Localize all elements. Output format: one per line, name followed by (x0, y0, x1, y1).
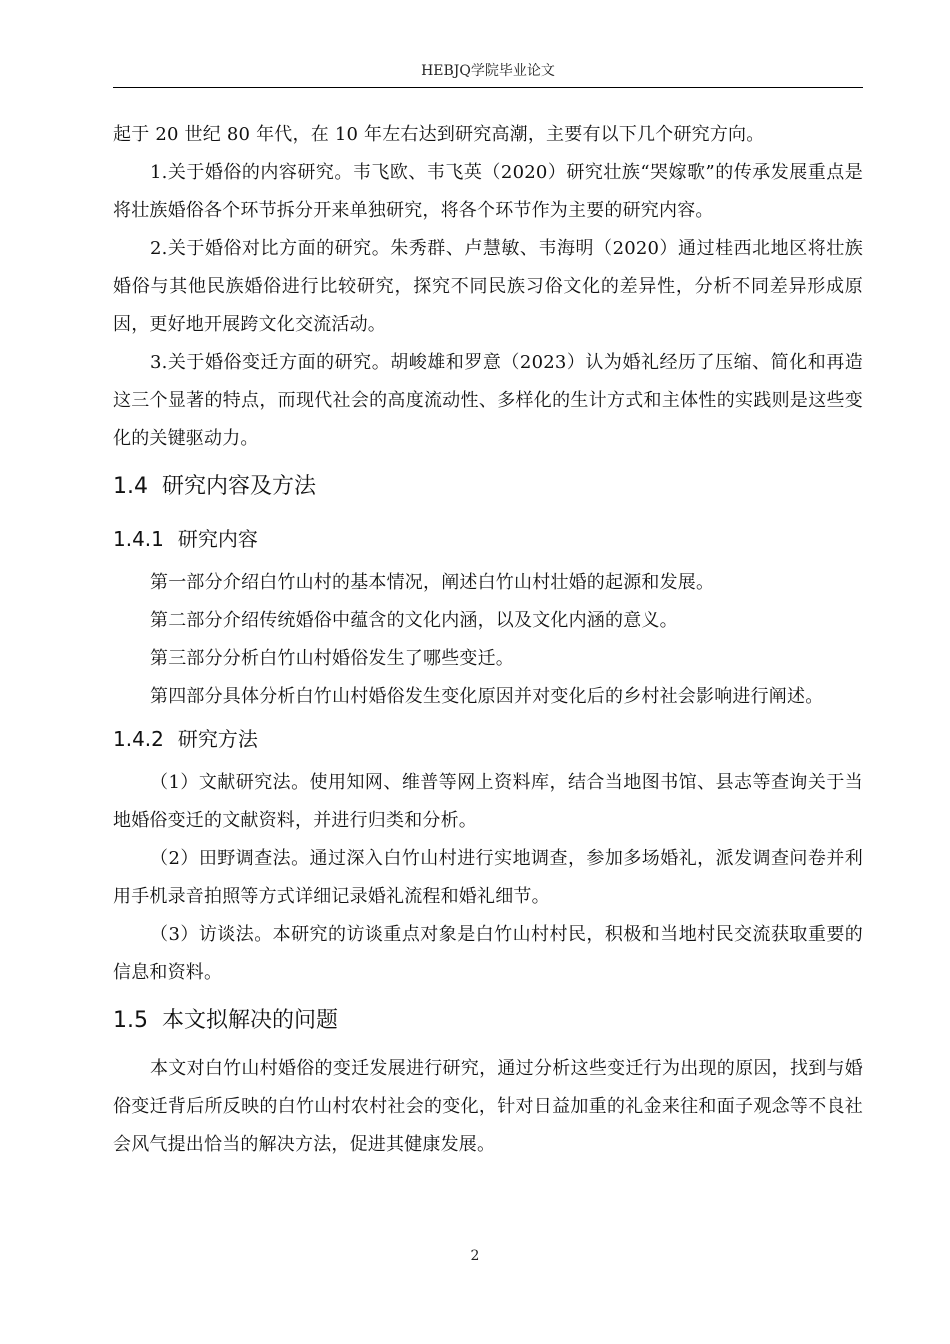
section-number: 1.4 (113, 474, 148, 499)
subsection-number: 1.4.2 (113, 727, 164, 751)
section-title: 研究内容及方法 (162, 474, 317, 499)
page-number: 2 (470, 1248, 480, 1264)
section-heading-1-5 (113, 996, 863, 1046)
subsection-heading-1-4-2 (113, 716, 863, 762)
section-title: 本文拟解决的问题 (162, 1008, 339, 1033)
paragraph-content-research: 1.关于婚俗的内容研究。韦飞欧、韦飞英（2020）研究壮族“哭嫁歌”的传承发展重点是将壮族婚俗各个环节拆分开来单独研究，将各个环节作为主要的研究内容。 (113, 162, 863, 221)
section-number: 1.5 (113, 1008, 148, 1033)
subsection-number: 1.4.1 (113, 527, 164, 551)
subsection-heading-1-4-1 (113, 516, 863, 562)
problem-paragraph: 本文对白竹山村婚俗的变迁发展进行研究，通过分析这些变迁行为出现的原因，找到与婚俗变迁背后所反映的白竹山村农村社会的变化，针对日益加重的礼金来往和面子观念等不良社会风气提出恰当的解决方法，促进其健康发展。 (113, 1058, 863, 1155)
paragraph-change-research: 3.关于婚俗变迁方面的研究。胡峻雄和罗意（2023）认为婚礼经历了压缩、简化和再造这三个显著的特点，而现代社会的高度流动性、多样化的生计方式和主体性的实践则是这些变化的关键驱动力。 (113, 352, 863, 449)
method-item: （1）文献研究法。使用知网、维普等网上资料库，结合当地图书馆、县志等查询关于当地婚俗变迁的文献资料，并进行归类和分析。 (113, 772, 863, 831)
paragraph-comparison-research: 2.关于婚俗对比方面的研究。朱秀群、卢慧敏、韦海明（2020）通过桂西北地区将壮族婚俗与其他民族婚俗进行比较研究，探究不同民族习俗文化的差异性，分析不同差异形成原因，更好地开展跨文化交流活动。 (113, 238, 863, 335)
content-item: 第一部分介绍白竹山村的基本情况，阐述白竹山村壮婚的起源和发展。 (150, 572, 715, 593)
subsection-title: 研究内容 (177, 527, 258, 551)
page-body (113, 116, 863, 1164)
subsection-title: 研究方法 (177, 727, 258, 751)
method-item: （2）田野调查法。通过深入白竹山村进行实地调查，参加多场婚礼，派发调查问卷并利用手机录音拍照等方式详细记录婚礼流程和婚礼细节。 (113, 848, 863, 907)
running-header: HEBJQ学院毕业论文 (421, 63, 555, 79)
content-item: 第四部分具体分析白竹山村婚俗发生变化原因并对变化后的乡村社会影响进行阐述。 (150, 686, 824, 707)
method-item: （3）访谈法。本研究的访谈重点对象是白竹山村村民，积极和当地村民交流获取重要的信息和资料。 (113, 924, 863, 983)
content-item: 第二部分介绍传统婚俗中蕴含的文化内涵，以及文化内涵的意义。 (150, 610, 678, 631)
paragraph-continued: 起于 20 世纪 80 年代，在 10 年左右达到研究高潮，主要有以下几个研究方向。 (113, 124, 765, 145)
content-item: 第三部分分析白竹山村婚俗发生了哪些变迁。 (150, 648, 514, 669)
header-rule (113, 87, 863, 88)
section-heading-1-4 (113, 462, 863, 512)
